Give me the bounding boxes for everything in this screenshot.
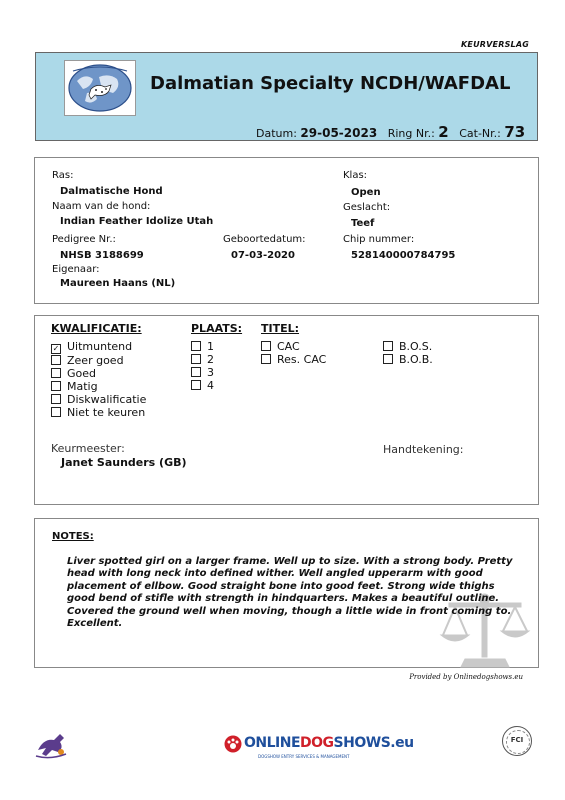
notes-text: Liver spotted girl on a larger frame. Well up to size. With a strong body. Pretty head with long neck into defined wither. Well angled upperarm with good placement of ellbow. Good straight bone into good feet. Strong wide thighs good bend of stifle with strength in hindquarters. Makes a beautiful outline. Covered the ground well when moving, though a little wide in front coming to. Excellent. <box>67 556 513 630</box>
title-list <box>261 340 326 366</box>
chip-value: 528140000784795 <box>351 250 456 261</box>
checkbox-icon[interactable] <box>261 341 271 351</box>
bob-option[interactable]: B.O.B. <box>383 353 433 366</box>
sex-label: Geslacht: <box>343 202 391 213</box>
owner-label: Eigenaar: <box>52 264 100 275</box>
title-heading: TITEL: <box>261 322 300 335</box>
brand-dog: DOG <box>300 735 334 751</box>
title-option[interactable]: CAC <box>261 340 326 353</box>
checkbox-icon[interactable] <box>261 354 271 364</box>
show-header <box>35 52 538 141</box>
qualification-option[interactable]: Diskwalificatie <box>51 393 146 406</box>
class-value: Open <box>351 187 381 198</box>
dog-name-value: Indian Feather Idolize Utah <box>60 216 214 227</box>
date-value: 29-05-2023 <box>300 126 378 140</box>
place-list <box>191 340 214 392</box>
checkbox-icon[interactable] <box>51 394 61 404</box>
breed-label: Ras: <box>52 170 74 181</box>
checkbox-icon[interactable] <box>383 341 393 351</box>
judge-label: Keurmeester: <box>51 442 125 455</box>
qualification-option[interactable]: Niet te keuren <box>51 406 146 419</box>
club-logo-icon <box>64 60 136 116</box>
judging-box <box>34 315 539 505</box>
checkbox-icon[interactable] <box>51 355 61 365</box>
checked-box-icon[interactable]: ✓ <box>52 344 60 353</box>
checkbox-icon[interactable] <box>383 354 393 364</box>
extra-title-list <box>383 340 433 366</box>
checkbox-icon[interactable] <box>191 354 201 364</box>
qualification-option[interactable]: Goed <box>51 367 146 380</box>
birth-value: 07-03-2020 <box>231 250 295 261</box>
bos-option[interactable]: B.O.S. <box>383 340 433 353</box>
notes-heading: NOTES: <box>52 531 94 542</box>
owner-value: Maureen Haans (NL) <box>60 278 176 289</box>
date-label: Datum: <box>256 127 297 140</box>
brand-online: ONLINE <box>244 735 301 751</box>
place-heading: PLAATS: <box>191 322 243 335</box>
place-option[interactable]: 4 <box>191 379 214 392</box>
cat-value: 73 <box>504 123 526 141</box>
title-option[interactable]: Res. CAC <box>261 353 326 366</box>
cat-label: Cat-Nr.: <box>459 127 501 140</box>
qualification-option[interactable]: Zeer goed <box>51 354 146 367</box>
fci-text: FCI <box>510 736 524 744</box>
fci-seal-icon <box>502 726 532 756</box>
place-option[interactable]: 3 <box>191 366 214 379</box>
checkbox-icon[interactable] <box>191 367 201 377</box>
qualification-option[interactable]: Matig <box>51 380 146 393</box>
dog-name-label: Naam van de hond: <box>52 201 151 212</box>
pedigree-label: Pedigree Nr.: <box>52 234 116 245</box>
place-option[interactable]: 2 <box>191 353 214 366</box>
notes-box <box>34 518 539 668</box>
checkbox-icon[interactable] <box>51 407 61 417</box>
ring-value: 2 <box>438 123 449 141</box>
chip-label: Chip nummer: <box>343 234 415 245</box>
running-dog-icon <box>34 728 70 760</box>
paw-icon <box>224 735 242 753</box>
judge-value: Janet Saunders (GB) <box>61 456 187 469</box>
show-title: Dalmatian Specialty NCDH/WAFDAL <box>150 73 511 94</box>
checkbox-icon[interactable] <box>191 380 201 390</box>
pedigree-value: NHSB 3188699 <box>60 250 144 261</box>
brand-tagline: DOGSHOW ENTRY SERVICES & MANAGEMENT <box>258 754 350 759</box>
qualification-heading: KWALIFICATIE: <box>51 322 142 335</box>
dog-info-box <box>34 157 539 304</box>
checkbox-icon[interactable] <box>191 341 201 351</box>
brand-shows: SHOWS <box>333 735 391 751</box>
onlinedogshows-logo <box>224 733 414 767</box>
ring-label: Ring Nr.: <box>387 127 435 140</box>
place-option[interactable]: 1 <box>191 340 214 353</box>
breed-value: Dalmatische Hond <box>60 186 163 197</box>
brand-eu: .eu <box>390 735 414 751</box>
report-type-label: KEURVERSLAG <box>461 40 529 49</box>
qualification-option[interactable]: ✓ Uitmuntend <box>52 340 133 353</box>
checkbox-icon[interactable] <box>51 381 61 391</box>
provided-by-text: Provided by Onlinedogshows.eu <box>409 673 523 681</box>
checkbox-icon[interactable] <box>51 368 61 378</box>
sex-value: Teef <box>351 218 375 229</box>
birth-label: Geboortedatum: <box>223 234 306 245</box>
class-label: Klas: <box>343 170 368 181</box>
qualification-list <box>51 340 146 419</box>
show-meta <box>256 123 525 141</box>
signature-label: Handtekening: <box>383 443 464 456</box>
